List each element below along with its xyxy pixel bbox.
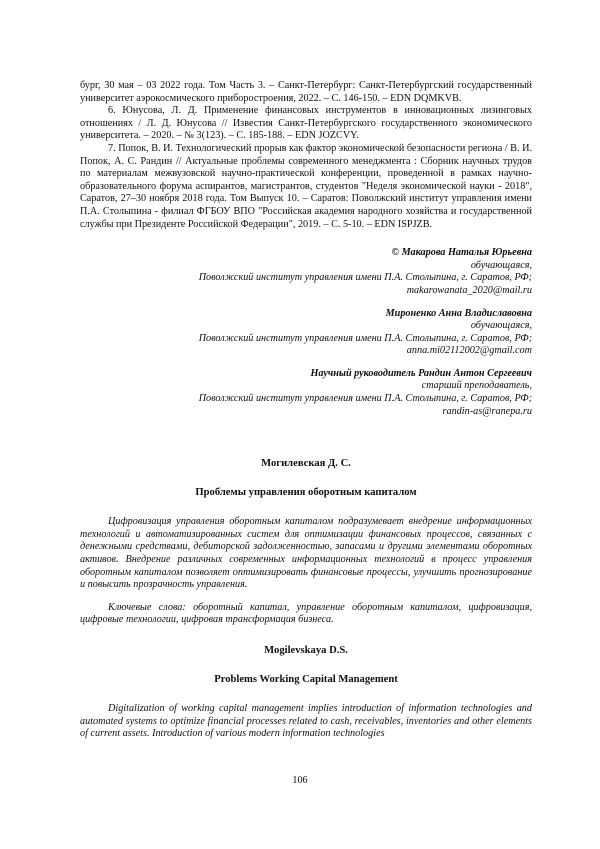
author-role: старший преподаватель, [80, 380, 532, 393]
abstract-en: Digitalization of working capital management implies introduction of information technologies and automated systems to optimize financial processes related to cash, receivables, inventories and other elements of current assets. Introduction of various modern information technologies [80, 703, 532, 741]
article-author-en: Mogilevskaya D.S. [80, 645, 532, 656]
author-block [80, 247, 532, 418]
author-3 [80, 368, 532, 418]
article-author-ru: Могилевская Д. С. [80, 458, 532, 469]
author-name: © Макарова Наталья Юрьевна [80, 247, 532, 260]
page-number: 106 [0, 775, 600, 786]
abstract-ru: Цифровизация управления оборотным капиталом подразумевает внедрение информационных технологий и автоматизированных систем для оптимизации финансовых процессов, связанных с денежными средствами, дебиторской задолженностью, запасами и другими элементами оборотных активов. Внедрение различных современных информационных технологий в процесс управления оборотным капиталом позволяет оптимизировать финансовые процессы, улучшить прогнозирование и повысить прозрачность управления. [80, 516, 532, 592]
author-2 [80, 308, 532, 358]
article-title-en: Problems Working Capital Management [80, 674, 532, 685]
author-name: Мироненко Анна Владиславовна [80, 308, 532, 321]
keywords-ru: Ключевые слова: оборотный капитал, управление оборотным капиталом, цифровизация, цифровые технологии, цифровая трансформация бизнеса. [80, 602, 532, 627]
author-email: randin-as@ranepa.ru [80, 406, 532, 419]
reference-continuation: бург, 30 мая – 03 2022 года. Том Часть 3. – Санкт-Петербург: Санкт-Петербургский государственный университет аэрокосмического приборостроения, 2022. – С. 146-150. – EDN DQMKVB. [80, 80, 532, 105]
article-title-ru: Проблемы управления оборотным капиталом [80, 487, 532, 498]
reference-6: 6. Юнусова, Л. Д. Применение финансовых инструментов в инновационных лизинговых отношениях / Л. Д. Юнусова // Известия Санкт-Петербургского государственного экономического университета. – 2020. – № 3(123). – С. 185-188. – EDN JOZCVY. [80, 105, 532, 143]
author-1 [80, 247, 532, 297]
author-role: обучающаяся, [80, 320, 532, 333]
author-org: Поволжский институт управления имени П.А. Столыпина, г. Саратов, РФ; [80, 393, 532, 406]
author-email: anna.mi02112002@gmail.com [80, 345, 532, 358]
page-body [80, 80, 532, 741]
reference-7: 7. Попок, В. И. Технологический прорыв как фактор экономической безопасности региона / В. И. Попок, А. С. Рандин // Актуальные проблемы современного менеджмента : Сборник научных трудов по материалам межвузовской научно-практической конференции, проведенной в рамках научно-образовательного форума аспирантов, магистрантов, студентов "Неделя экономической науки - 2018", Саратов, 27–30 ноября 2018 года. Том Выпуск 10. – Саратов: Поволжский институт управления имени П.А. Столыпина - филиал ФГБОУ ВПО "Российская академия народного хозяйства и государственной службы при Президенте Российской Федерации", 2019. – С. 5-10. – EDN ISPJZB. [80, 143, 532, 231]
author-org: Поволжский институт управления имени П.А. Столыпина, г. Саратов, РФ; [80, 333, 532, 346]
author-name: Научный руководитель Рандин Антон Сергеевич [80, 368, 532, 381]
author-email: makarowanata_2020@mail.ru [80, 285, 532, 298]
author-role: обучающаяся, [80, 260, 532, 273]
author-org: Поволжский институт управления имени П.А. Столыпина, г. Саратов, РФ; [80, 272, 532, 285]
